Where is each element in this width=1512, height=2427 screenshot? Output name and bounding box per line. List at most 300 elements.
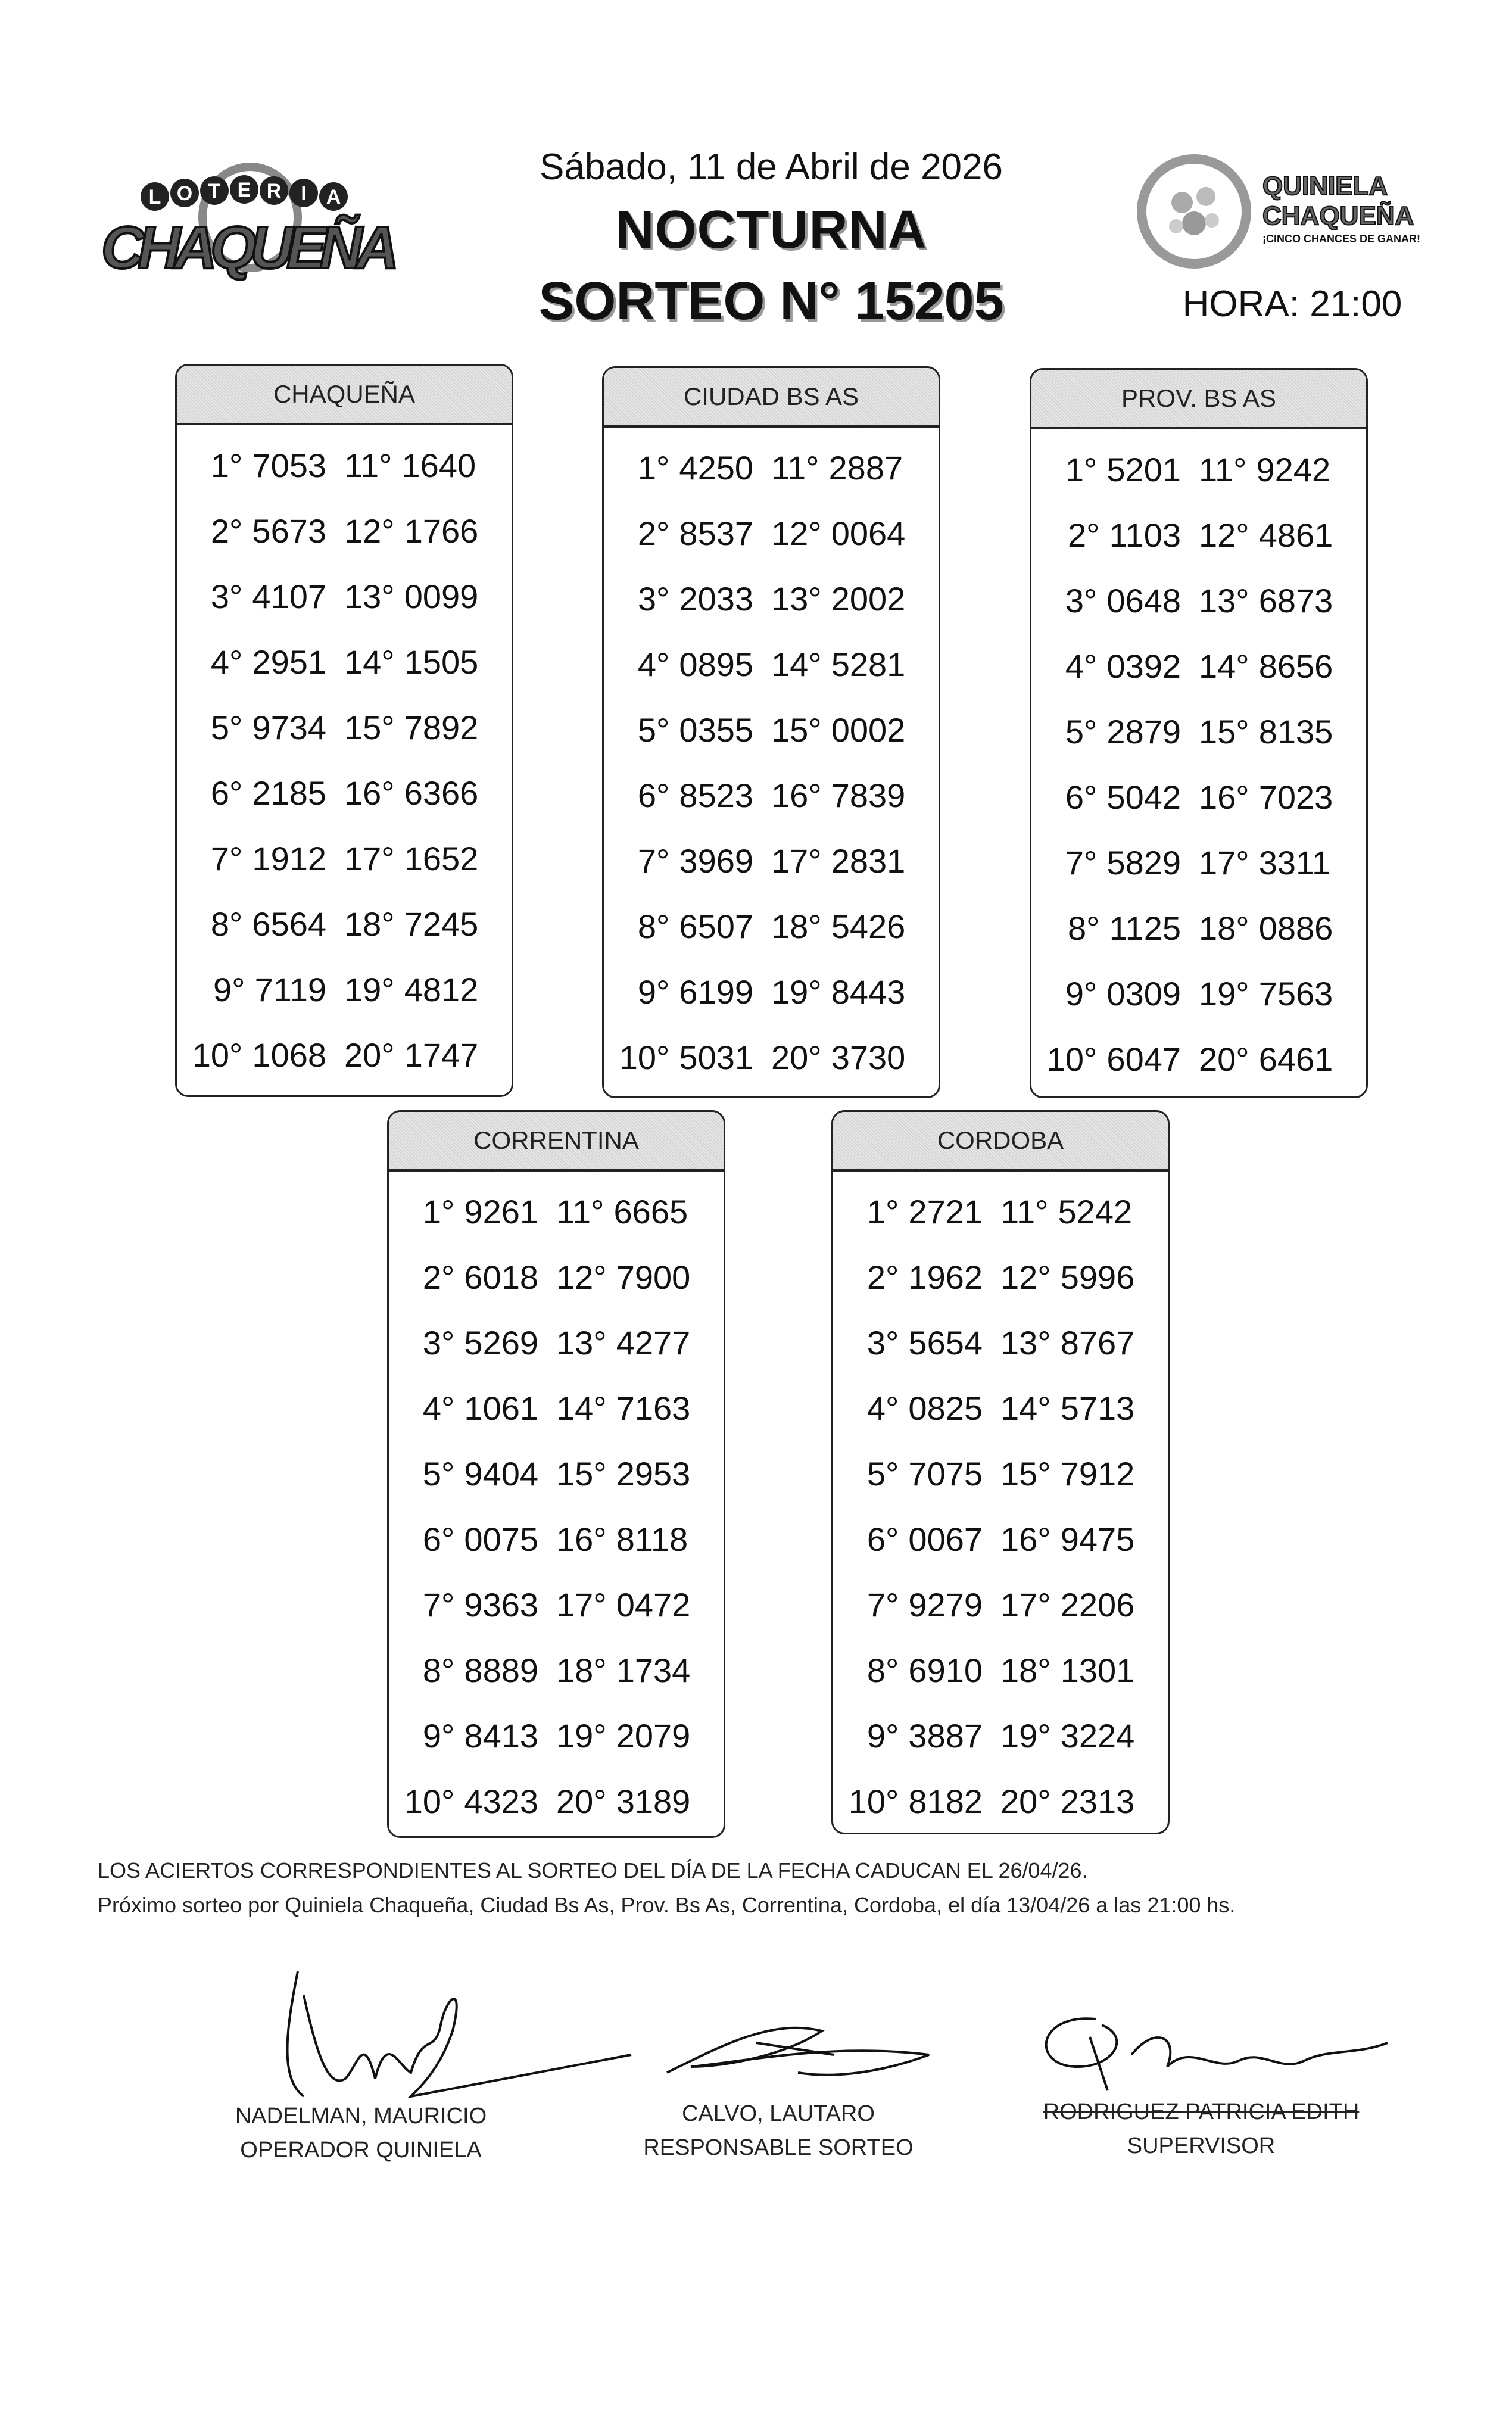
result-number: 6461 <box>1258 1040 1333 1078</box>
result-position: 15° <box>1000 1454 1051 1493</box>
result-entry <box>833 1782 1000 1821</box>
result-position: 20° <box>556 1782 607 1820</box>
result-position: 1° <box>210 446 243 484</box>
result-entry <box>389 1651 556 1690</box>
signature-calvo <box>655 2007 941 2090</box>
result-position: 2° <box>637 514 670 552</box>
result-position: 9° <box>866 1716 899 1755</box>
result-number: 7163 <box>616 1389 691 1427</box>
result-position: 9° <box>213 970 245 1008</box>
result-row <box>1031 961 1366 1026</box>
result-row <box>833 1768 1168 1834</box>
result-position: 15° <box>1199 712 1249 750</box>
result-number: 7119 <box>254 970 326 1008</box>
result-entry <box>389 1389 556 1428</box>
result-row <box>389 1179 724 1244</box>
result-entry <box>1031 581 1199 620</box>
result-position: 3° <box>866 1323 899 1362</box>
result-position: 7° <box>422 1585 455 1624</box>
results-table-chaquena <box>175 364 513 1097</box>
result-row <box>833 1441 1168 1506</box>
result-position: 11° <box>556 1192 604 1230</box>
result-number: 9261 <box>464 1192 538 1230</box>
result-position: 6° <box>637 776 670 814</box>
result-entry <box>177 446 344 485</box>
result-row <box>177 957 512 1022</box>
svg-text:A: A <box>326 186 341 208</box>
result-entry <box>1000 1782 1168 1821</box>
result-entry <box>771 776 939 815</box>
result-entry <box>1000 1585 1168 1624</box>
result-position: 3° <box>210 577 243 615</box>
result-number: 5269 <box>464 1323 538 1362</box>
result-position: 20° <box>344 1036 395 1074</box>
result-entry <box>1199 516 1366 554</box>
result-row <box>604 566 939 631</box>
result-entry <box>771 842 939 880</box>
svg-text:I: I <box>301 182 307 205</box>
result-position: 14° <box>1000 1389 1051 1427</box>
result-entry <box>556 1716 724 1755</box>
result-entry <box>177 905 344 943</box>
result-entry <box>344 577 512 616</box>
result-number: 3311 <box>1258 843 1331 881</box>
result-number: 0075 <box>464 1520 538 1558</box>
result-position: 8° <box>866 1651 899 1689</box>
result-row <box>389 1506 724 1572</box>
result-entry <box>1031 778 1199 817</box>
result-row <box>389 1375 724 1441</box>
result-entry <box>389 1454 556 1493</box>
result-number: 8656 <box>1258 647 1333 685</box>
result-position: 14° <box>1199 647 1249 685</box>
result-entry <box>344 643 512 681</box>
result-entry <box>389 1520 556 1559</box>
result-position: 14° <box>344 643 395 681</box>
result-position: 6° <box>1065 778 1098 816</box>
result-row <box>1031 699 1366 764</box>
result-position: 16° <box>1000 1520 1051 1558</box>
svg-text:QUINIELA: QUINIELA <box>1262 172 1388 201</box>
result-row <box>177 760 512 825</box>
draw-time: HORA: 21:00 <box>1182 283 1402 325</box>
result-entry <box>389 1585 556 1624</box>
result-entry <box>177 970 344 1009</box>
result-position: 6° <box>866 1520 899 1558</box>
result-number: 5654 <box>908 1323 983 1362</box>
result-position: 17° <box>344 839 395 877</box>
result-number: 5042 <box>1106 778 1181 816</box>
result-entry <box>833 1651 1000 1690</box>
result-position: 13° <box>1199 581 1249 619</box>
results-table-prov-bs-as <box>1030 368 1368 1098</box>
result-number: 0002 <box>831 711 906 749</box>
result-number: 2951 <box>252 643 326 681</box>
results-table-cordoba <box>831 1110 1170 1834</box>
result-number: 2002 <box>831 580 906 618</box>
result-entry <box>1031 974 1199 1013</box>
result-position: 4° <box>1065 647 1098 685</box>
result-position: 10° <box>404 1782 455 1820</box>
result-entry <box>1000 1520 1168 1559</box>
result-entry <box>833 1454 1000 1493</box>
result-number: 4250 <box>679 448 753 487</box>
result-position: 1° <box>637 448 670 487</box>
result-entry <box>1000 1651 1168 1690</box>
result-number: 9475 <box>1060 1520 1135 1558</box>
result-position: 20° <box>771 1038 822 1076</box>
result-number: 1652 <box>404 839 479 877</box>
signature-block-supervisor <box>993 2099 1410 2159</box>
result-position: 18° <box>344 905 395 943</box>
result-position: 6° <box>422 1520 455 1558</box>
result-position: 9° <box>422 1716 455 1755</box>
svg-text:R: R <box>266 180 282 202</box>
result-entry <box>771 514 939 553</box>
result-number: 4323 <box>464 1782 538 1820</box>
result-number: 1962 <box>908 1258 983 1296</box>
result-number: 7053 <box>252 446 326 484</box>
result-position: 8° <box>422 1651 455 1689</box>
result-position: 2° <box>422 1258 455 1296</box>
result-row <box>604 435 939 500</box>
result-number: 0067 <box>908 1520 983 1558</box>
result-entry <box>1031 450 1199 489</box>
result-row <box>1031 437 1366 502</box>
result-entry <box>604 842 771 880</box>
result-position: 5° <box>637 711 670 749</box>
result-number: 5242 <box>1058 1192 1133 1230</box>
result-entry <box>1000 1454 1168 1493</box>
result-position: 17° <box>1199 843 1249 881</box>
result-position: 4° <box>422 1389 455 1427</box>
result-row <box>177 498 512 563</box>
result-row <box>389 1244 724 1310</box>
result-number: 8135 <box>1258 712 1333 750</box>
result-position: 3° <box>1065 581 1098 619</box>
result-number: 7245 <box>404 905 479 943</box>
result-number: 7839 <box>831 776 906 814</box>
result-number: 1103 <box>1109 516 1181 554</box>
result-number: 4107 <box>252 577 326 615</box>
signer-name: CALVO, LAUTARO <box>682 2101 875 2126</box>
result-position: 12° <box>1199 516 1249 554</box>
results-table-ciudad-bs-as <box>602 366 940 1098</box>
signer-role: RESPONSABLE SORTEO <box>643 2135 914 2160</box>
result-entry <box>1000 1323 1168 1362</box>
results-table-correntina <box>387 1110 725 1838</box>
result-entry <box>1031 516 1199 554</box>
result-position: 8° <box>637 907 670 945</box>
result-number: 9404 <box>464 1454 538 1493</box>
result-position: 2° <box>210 512 243 550</box>
result-row <box>604 1024 939 1090</box>
result-number: 6018 <box>464 1258 538 1296</box>
result-entry <box>833 1520 1000 1559</box>
result-entry <box>833 1258 1000 1297</box>
result-position: 20° <box>1199 1040 1249 1078</box>
result-entry <box>556 1454 724 1493</box>
result-position: 13° <box>556 1323 607 1362</box>
result-position: 11° <box>771 448 819 487</box>
result-row <box>177 694 512 760</box>
result-entry <box>604 907 771 946</box>
result-position: 13° <box>344 577 395 615</box>
result-position: 18° <box>1199 909 1249 947</box>
result-entry <box>604 448 771 487</box>
result-position: 7° <box>637 842 670 880</box>
result-entry <box>177 512 344 550</box>
result-number: 0648 <box>1106 581 1181 619</box>
result-entry <box>177 839 344 878</box>
result-number: 1912 <box>252 839 326 877</box>
result-entry <box>1031 1040 1199 1079</box>
result-number: 8537 <box>679 514 753 552</box>
result-number: 8118 <box>616 1520 688 1558</box>
draw-date: Sábado, 11 de Abril de 2026 <box>540 147 1003 188</box>
result-position: 13° <box>1000 1323 1051 1362</box>
result-entry <box>1199 909 1366 948</box>
result-row <box>604 697 939 762</box>
result-entry <box>1199 1040 1366 1079</box>
result-row <box>833 1703 1168 1768</box>
result-position: 7° <box>866 1585 899 1624</box>
draw-number-title: SORTEO N° 15205 <box>538 272 1004 331</box>
result-number: 2079 <box>616 1716 691 1755</box>
result-number: 0355 <box>679 711 753 749</box>
result-entry <box>344 839 512 878</box>
result-entry <box>177 774 344 812</box>
result-row <box>833 1637 1168 1703</box>
result-position: 17° <box>771 842 822 880</box>
svg-text:¡CINCO CHANCES DE GANAR!: ¡CINCO CHANCES DE GANAR! <box>1262 233 1420 245</box>
signer-role: SUPERVISOR <box>1127 2133 1276 2158</box>
result-entry <box>771 907 939 946</box>
result-entry <box>771 645 939 684</box>
signer-role: OPERADOR QUINIELA <box>240 2138 482 2163</box>
result-position: 12° <box>344 512 395 550</box>
result-number: 8413 <box>464 1716 538 1755</box>
table-header: CORDOBA <box>833 1112 1168 1172</box>
result-entry <box>344 970 512 1009</box>
result-number: 6199 <box>679 973 753 1011</box>
result-entry <box>1031 712 1199 751</box>
result-number: 4861 <box>1258 516 1333 554</box>
result-position: 14° <box>771 645 822 683</box>
result-row <box>177 432 512 498</box>
result-number: 6910 <box>908 1651 983 1689</box>
result-entry <box>344 446 512 485</box>
result-entry <box>1000 1389 1168 1428</box>
result-position: 9° <box>637 973 670 1011</box>
result-row <box>604 500 939 566</box>
result-entry <box>833 1192 1000 1231</box>
result-position: 4° <box>637 645 670 683</box>
result-entry <box>604 711 771 749</box>
result-row <box>604 959 939 1024</box>
result-number: 5281 <box>831 645 906 683</box>
result-entry <box>604 1038 771 1077</box>
result-entry <box>1000 1258 1168 1297</box>
result-entry <box>556 1651 724 1690</box>
result-number: 2953 <box>616 1454 691 1493</box>
result-entry <box>833 1585 1000 1624</box>
result-position: 16° <box>1199 778 1249 816</box>
result-row <box>177 891 512 957</box>
result-position: 11° <box>1000 1192 1049 1230</box>
result-number: 1640 <box>401 446 476 484</box>
table-header: CORRENTINA <box>389 1112 724 1172</box>
result-entry <box>1000 1192 1168 1231</box>
result-number: 3969 <box>679 842 753 880</box>
result-entry <box>771 1038 939 1077</box>
result-number: 3224 <box>1060 1716 1135 1755</box>
result-row <box>389 1637 724 1703</box>
result-position: 11° <box>344 446 392 484</box>
result-position: 2° <box>866 1258 899 1296</box>
result-position: 19° <box>1000 1716 1051 1755</box>
result-position: 18° <box>556 1651 607 1689</box>
result-entry <box>1199 843 1366 882</box>
svg-text:O: O <box>176 182 193 205</box>
result-number: 6564 <box>252 905 326 943</box>
result-row <box>177 825 512 891</box>
result-position: 19° <box>1199 974 1249 1012</box>
result-entry <box>1031 843 1199 882</box>
result-number: 2033 <box>679 580 753 618</box>
result-entry <box>177 577 344 616</box>
result-number: 3189 <box>616 1782 691 1820</box>
draw-type-title: NOCTURNA <box>615 200 927 260</box>
result-number: 2887 <box>828 448 903 487</box>
result-position: 10° <box>848 1782 899 1820</box>
result-row <box>177 1022 512 1088</box>
result-number: 0895 <box>679 645 753 683</box>
signer-name: NADELMAN, MAURICIO <box>235 2104 487 2129</box>
result-position: 9° <box>1065 974 1098 1012</box>
result-number: 8443 <box>831 973 906 1011</box>
result-number: 6873 <box>1258 581 1333 619</box>
result-number: 3887 <box>908 1716 983 1755</box>
result-number: 7563 <box>1258 974 1333 1012</box>
result-position: 19° <box>344 970 395 1008</box>
result-entry <box>604 776 771 815</box>
result-number: 7900 <box>616 1258 691 1296</box>
result-row <box>389 1572 724 1637</box>
result-entry <box>344 905 512 943</box>
result-number: 7023 <box>1258 778 1333 816</box>
result-row <box>1031 568 1366 633</box>
result-number: 7912 <box>1060 1454 1135 1493</box>
result-entry <box>1199 450 1366 489</box>
result-position: 4° <box>866 1389 899 1427</box>
result-position: 15° <box>771 711 822 749</box>
result-position: 18° <box>771 907 822 945</box>
result-entry <box>177 708 344 747</box>
result-number: 1068 <box>252 1036 326 1074</box>
result-entry <box>1199 974 1366 1013</box>
result-position: 14° <box>556 1389 607 1427</box>
result-position: 17° <box>1000 1585 1051 1624</box>
result-number: 1747 <box>404 1036 479 1074</box>
result-position: 20° <box>1000 1782 1051 1820</box>
result-entry <box>771 711 939 749</box>
result-position: 8° <box>210 905 243 943</box>
quiniela-chaquena-logo <box>1134 152 1444 271</box>
result-row <box>604 893 939 959</box>
result-row <box>1031 1026 1366 1092</box>
result-row <box>1031 502 1366 568</box>
result-position: 1° <box>422 1192 455 1230</box>
result-position: 17° <box>556 1585 607 1624</box>
expiry-note: LOS ACIERTOS CORRESPONDIENTES AL SORTEO DEL DÍA DE LA FECHA CADUCAN EL 26/04/26. <box>98 1858 1088 1883</box>
result-position: 19° <box>771 973 822 1011</box>
result-number: 6366 <box>404 774 479 812</box>
result-position: 10° <box>1046 1040 1098 1078</box>
result-number: 0825 <box>908 1389 983 1427</box>
result-entry <box>556 1520 724 1559</box>
result-number: 2879 <box>1106 712 1181 750</box>
result-row <box>604 828 939 893</box>
result-position: 1° <box>866 1192 899 1230</box>
svg-text:E: E <box>237 179 251 201</box>
result-number: 1505 <box>404 643 479 681</box>
result-number: 1766 <box>404 512 479 550</box>
result-row <box>389 1703 724 1768</box>
result-number: 5426 <box>831 907 906 945</box>
result-entry <box>833 1716 1000 1755</box>
result-position: 11° <box>1199 450 1247 488</box>
result-position: 5° <box>422 1454 455 1493</box>
result-number: 5996 <box>1060 1258 1135 1296</box>
signature-block-responsible <box>570 2101 987 2161</box>
result-position: 5° <box>1065 712 1098 750</box>
result-position: 15° <box>556 1454 607 1493</box>
result-number: 7075 <box>908 1454 983 1493</box>
result-number: 1734 <box>616 1651 691 1689</box>
result-number: 5201 <box>1106 450 1181 488</box>
result-entry <box>1199 778 1366 817</box>
result-number: 3730 <box>831 1038 906 1076</box>
result-entry <box>556 1585 724 1624</box>
result-number: 2831 <box>831 842 906 880</box>
result-position: 4° <box>210 643 243 681</box>
result-position: 12° <box>1000 1258 1051 1296</box>
result-row <box>1031 830 1366 895</box>
signature-nadelman <box>262 1959 643 2108</box>
result-position: 7° <box>210 839 243 877</box>
result-row <box>833 1179 1168 1244</box>
result-entry <box>556 1782 724 1821</box>
result-number: 2313 <box>1060 1782 1135 1820</box>
result-position: 12° <box>771 514 822 552</box>
result-entry <box>177 643 344 681</box>
result-number: 8523 <box>679 776 753 814</box>
result-row <box>1031 764 1366 830</box>
result-row <box>177 563 512 629</box>
result-position: 7° <box>1065 843 1098 881</box>
result-position: 3° <box>422 1323 455 1362</box>
result-number: 4812 <box>404 970 479 1008</box>
result-number: 9363 <box>464 1585 538 1624</box>
result-position: 19° <box>556 1716 607 1755</box>
result-number: 1061 <box>464 1389 538 1427</box>
result-entry <box>1031 647 1199 686</box>
result-entry <box>771 448 939 487</box>
result-entry <box>604 580 771 618</box>
svg-text:CHAQUEÑA: CHAQUEÑA <box>101 214 399 281</box>
result-number: 5031 <box>679 1038 753 1076</box>
